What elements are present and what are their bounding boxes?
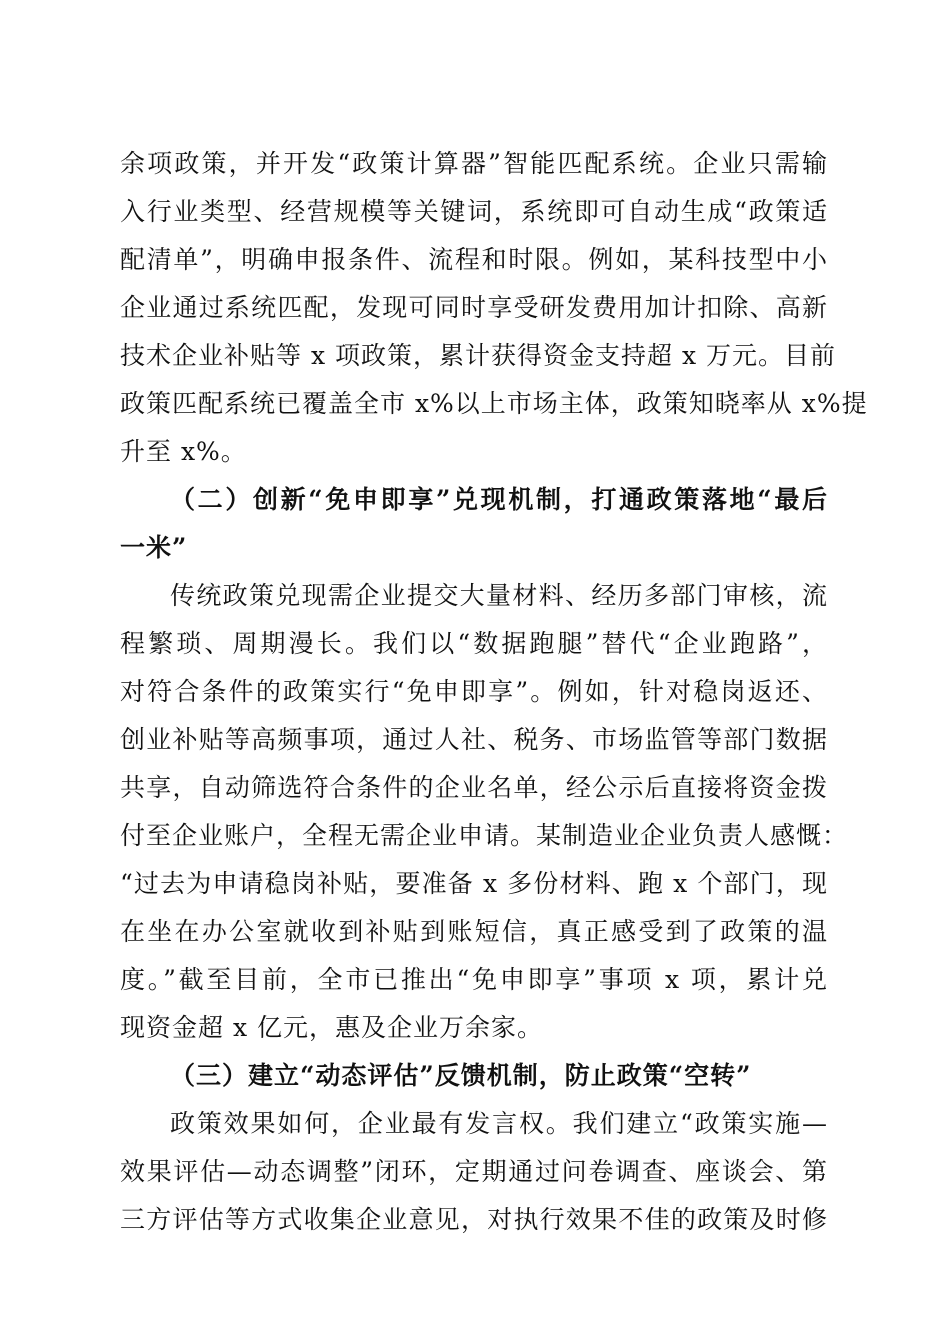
text-line: 创业补贴等高频事项，通过人社、税务、市场监管等部门数据 (120, 725, 828, 754)
heading-line: 一米” (120, 533, 188, 562)
text-line: 三方评估等方式收集企业意见，对执行效果不佳的政策及时修 (120, 1205, 828, 1234)
text-line: 现资金超 x 亿元，惠及企业万余家。 (120, 1013, 543, 1042)
section-heading-3 (120, 1052, 828, 1100)
text-line: 效果评估—动态调整”闭环，定期通过问卷调查、座谈会、第 (120, 1157, 828, 1186)
text-line: “过去为申请稳岗补贴，要准备 x 多份材料、跑 x 个部门，现 (120, 869, 828, 898)
text-line: 政策效果如何，企业最有发言权。我们建立“政策实施— (170, 1109, 828, 1138)
text-line: 度。”截至目前，全市已推出“免申即享”事项 x 项，累计兑 (120, 965, 828, 994)
paragraph-policy-matching (120, 140, 868, 476)
text-line: 余项政策，并开发“政策计算器”智能匹配系统。企业只需输 (120, 149, 828, 178)
document-page (120, 140, 868, 1244)
text-line: 配清单”，明确申报条件、流程和时限。例如，某科技型中小 (120, 245, 828, 274)
heading-line: （二）创新“免申即享”兑现机制，打通政策落地“最后 (170, 485, 828, 514)
text-line: 共享，自动筛选符合条件的企业名单，经公示后直接将资金拨 (120, 773, 828, 802)
paragraph-dynamic-evaluation (120, 1100, 828, 1244)
text-line: 付至企业账户，全程无需企业申请。某制造业企业负责人感慨： (120, 821, 849, 850)
text-line: 程繁琐、周期漫长。我们以“数据跑腿”替代“企业跑路”， (120, 629, 828, 658)
text-line: 技术企业补贴等 x 项政策，累计获得资金支持超 x 万元。目前 (120, 341, 836, 370)
heading-line: （三）建立“动态评估”反馈机制，防止政策“空转” (170, 1061, 752, 1090)
text-line: 传统政策兑现需企业提交大量材料、经历多部门审核，流 (170, 581, 828, 610)
paragraph-no-application (120, 572, 849, 1052)
text-line: 政策匹配系统已覆盖全市 x%以上市场主体，政策知晓率从 x%提 (120, 389, 868, 418)
text-line: 在坐在办公室就收到补贴到账短信，真正感受到了政策的温 (120, 917, 828, 946)
text-line: 对符合条件的政策实行“免申即享”。例如，针对稳岗返还、 (120, 677, 828, 706)
text-line: 升至 x%。 (120, 437, 247, 466)
section-heading-2 (120, 476, 828, 572)
text-line: 企业通过系统匹配，发现可同时享受研发费用加计扣除、高新 (120, 293, 828, 322)
text-line: 入行业类型、经营规模等关键词，系统即可自动生成“政策适 (120, 197, 828, 226)
